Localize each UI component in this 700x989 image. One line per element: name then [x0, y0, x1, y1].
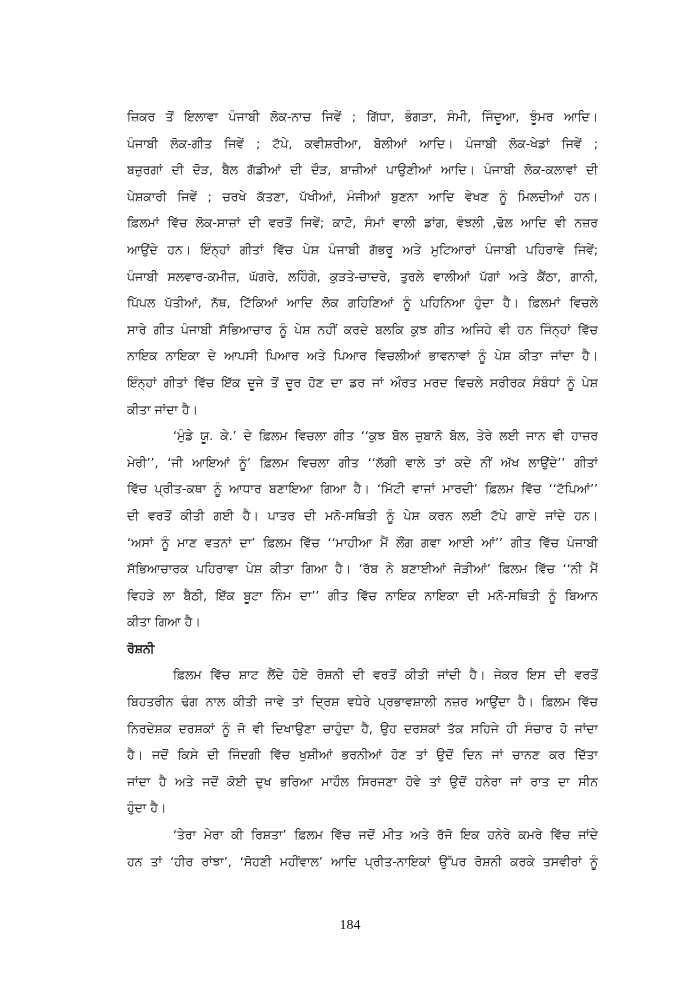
- text-line: ‘ਮੁੰਡੇ ਯੂ. ਕੇ.’ ਦੇ ਫ਼ਿਲਮ ਵਿਚਲਾ ਗੀਤ ‘‘ਕੁਝ ਬੋਲ ਜ਼ੁਬਾਨੋ ਬੋਲ, ਤੇਰੇ ਲਈ ਜਾਨ ਵੀ ਹਾਜ਼ਰ: [173, 428, 598, 444]
- paragraph-folk-culture: [127, 104, 598, 423]
- text-line: ਫ਼ਿਲਮ ਵਿੱਚ ਸ਼ਾਟ ਲੈਂਦੇ ਹੋਏ ਰੋਸ਼ਨੀ ਦੀ ਵਰਤੋਂ ਕੀਤੀ ਜਾਂਦੀ ਹੈ। ਜੇਕਰ ਇਸ ਦੀ ਵਰਤੋਂ: [173, 667, 598, 683]
- page-number: 184: [339, 918, 361, 933]
- text-line: ਨਿਰਦੇਸ਼ਕ ਦਰਸ਼ਕਾਂ ਨੂੰ ਜੋ ਵੀ ਦਿਖਾਉਣਾ ਚਾਹੁੰਦਾ ਹੈ, ਉਹ ਦਰਸ਼ਕਾਂ ਤੱਕ ਸਹਿਜੇ ਹੀ ਸੰਚਾਰ ਹੋ ਜਾਂਦਾ: [127, 720, 598, 736]
- text-line: ਹੁੰਦਾ ਹੈ।: [127, 800, 167, 816]
- text-line: ਕੀਤਾ ਗਿਆ ਹੈ।: [127, 614, 201, 630]
- text-line: ਪਿੱਪਲ ਪੱਤੀਆਂ, ਨੱਥ, ਟਿੱਕਿਆਂ ਆਦਿ ਲੋਕ ਗਹਿਣਿਆਂ ਨੂੰ ਪਹਿਨਿਆ ਹੁੰਦਾ ਹੈ। ਫ਼ਿਲਮਾਂ ਵਿਚਲੇ: [127, 295, 598, 311]
- text-line: ‘ਤੇਰਾ ਮੇਰਾ ਕੀ ਰਿਸ਼ਤਾ’ ਫ਼ਿਲਮ ਵਿੱਚ ਜਦੋਂ ਮੀਤ ਅਤੇ ਰੱਜੋ ਇਕ ਹਨੇਰੇ ਕਮਰੇ ਵਿੱਚ ਜਾਂਦੇ: [173, 827, 598, 843]
- text-line: ਸੱਭਿਆਚਾਰਕ ਪਹਿਰਾਵਾ ਪੇਸ਼ ਕੀਤਾ ਗਿਆ ਹੈ। ‘ਰੱਬ ਨੇ ਬਣਾਈਆਂ ਜੋੜੀਆਂ’ ਫ਼ਿਲਮ ਵਿੱਚ ‘‘ਨੀ ਮੈਂ: [127, 561, 598, 577]
- text-line: ਸਾਰੇ ਗੀਤ ਪੰਜਾਬੀ ਸੱਭਿਆਚਾਰ ਨੂੰ ਪੇਸ਼ ਨਹੀਂ ਕਰਦੇ ਬਲਕਿ ਕੁਝ ਗੀਤ ਅਜਿਹੇ ਵੀ ਹਨ ਜਿੰਨ੍ਹਾਂ ਵਿੱਚ: [127, 321, 598, 337]
- text-line: ਜ਼ਿਕਰ ਤੋਂ ਇਲਾਵਾ ਪੰਜਾਬੀ ਲੋਕ-ਨਾਚ ਜਿਵੇਂ ; ਗਿੱਧਾ, ਭੰਗੜਾ, ਸੰਮੀ, ਜਿੰਦੂਆ, ਝੂੰਮਰ ਆਦਿ।: [127, 109, 598, 124]
- text-line: ਹਨ ਤਾਂ ‘ਹੀਰ ਰਾਂਝਾ’, ‘ਸੋਹਣੀ ਮਹੀਂਵਾਲ’ ਆਦਿ ਪ੍ਰੀਤ-ਨਾਇਕਾਂ ਉੱਪਰ ਰੋਸ਼ਨੀ ਕਰਕੇ ਤਸਵੀਰਾਂ ਨੂੰ: [127, 853, 598, 869]
- text-line: ਮੇਰੀ’’, ‘ਜੀ ਆਇਆਂ ਨੂੰ’ ਫ਼ਿਲਮ ਵਿਚਲਾ ਗੀਤ ‘‘ਲੱਗੀ ਵਾਲੇ ਤਾਂ ਕਦੇ ਨੀਂ ਅੱਖ ਲਾਉਂਦੇ’’ ਗੀਤਾਂ: [127, 454, 598, 470]
- text-line: ਬਜ਼ੁਰਗਾਂ ਦੀ ਦੋੜ, ਬੈਲ ਗੱਡੀਆਂ ਦੀ ਦੌੜ, ਬਾਜ਼ੀਆਂ ਪਾਉਣੀਆਂ ਆਦਿ। ਪੰਜਾਬੀ ਲੋਕ-ਕਲਾਵਾਂ ਦੀ: [127, 162, 598, 178]
- section-heading-lighting: ਰੋਸ਼ਨੀ: [127, 640, 155, 656]
- text-line: ਹੈ। ਜਦੋਂ ਕਿਸੇ ਦੀ ਜਿੰਦਗੀ ਵਿੱਚ ਖੁਸ਼ੀਆਂ ਭਰਨੀਆਂ ਹੋਣ ਤਾਂ ਉਦੋਂ ਦਿਨ ਜਾਂ ਚਾਨਣ ਕਰ ਦਿੱਤਾ: [127, 747, 598, 763]
- text-line: ਫ਼ਿਲਮਾਂ ਵਿੱਚ ਲੋਕ-ਸਾਜ਼ਾਂ ਦੀ ਵਰਤੋਂ ਜਿਵੇਂ; ਕਾਟੋ, ਸੰਮਾਂ ਵਾਲੀ ਡਾਂਗ, ਵੰਝਲੀ ,ਢੋਲ ਆਦਿ ਵੀ ਨਜ਼ਰ: [127, 215, 598, 231]
- text-line: ਪੰਜਾਬੀ ਲੋਕ-ਗੀਤ ਜਿਵੇਂ ; ਟੱਪੇ, ਕਵੀਸ਼ਰੀਆ, ਬੋਲੀਆਂ ਆਦਿ। ਪੰਜਾਬੀ ਲੋਕ-ਖੇਡਾਂ ਜਿਵੇਂ ;: [127, 135, 598, 151]
- text-line: ਇੰਨ੍ਹਾਂ ਗੀਤਾਂ ਵਿੱਚ ਇੱਕ ਦੂਜੇ ਤੋਂ ਦੂਰ ਹੋਣ ਦਾ ਡਰ ਜਾਂ ਔਰਤ ਮਰਦ ਵਿਚਲੇ ਸਰੀਰਕ ਸੰਬੰਧਾਂ ਨੂੰ ਪੇਸ਼: [127, 374, 598, 390]
- text-line: ਬਿਹਤਰੀਨ ਢੰਗ ਨਾਲ ਕੀਤੀ ਜਾਵੇ ਤਾਂ ਦ੍ਰਿਸ਼ ਵਧੇਰੇ ਪ੍ਰਭਾਵਸ਼ਾਲੀ ਨਜ਼ਰ ਆਉਂਦਾ ਹੈ। ਫ਼ਿਲਮ ਵਿੱਚ: [127, 694, 598, 710]
- text-line: ਦੀ ਵਰਤੋਂ ਕੀਤੀ ਗਈ ਹੈ। ਪਾਤਰ ਦੀ ਮਨੋ-ਸਥਿਤੀ ਨੂੰ ਪੇਸ਼ ਕਰਨ ਲਈ ਟੱਪੇ ਗਾਏ ਜਾਂਦੇ ਹਨ।: [127, 507, 598, 523]
- text-line: ਵਿਹੜੇ ਲਾ ਬੈਠੀ, ਇੱਕ ਬੂਟਾ ਨਿੰਮ ਦਾ’’ ਗੀਤ ਵਿੱਚ ਨਾਇਕ ਨਾਇਕਾ ਦੀ ਮਨੋ-ਸਥਿਤੀ ਨੂੰ ਬਿਆਨ: [127, 587, 598, 603]
- text-line: ਕੀਤਾ ਜਾਂਦਾ ਹੈ।: [127, 401, 198, 417]
- text-line: ਨਾਇਕ ਨਾਇਕਾ ਦੇ ਆਪਸੀ ਪਿਆਰ ਅਤੇ ਪਿਆਰ ਵਿਚਲੀਆਂ ਭਾਵਨਾਵਾਂ ਨੂੰ ਪੇਸ਼ ਕੀਤਾ ਜਾਂਦਾ ਹੈ।: [127, 348, 598, 364]
- document-body: [127, 104, 598, 875]
- text-line: ‘ਅਸਾਂ ਨੂੰ ਮਾਣ ਵਤਨਾਂ ਦਾ’ ਫ਼ਿਲਮ ਵਿੱਚ ‘‘ਮਾਹੀਆ ਮੈਂ ਲੌਂਗ ਗਵਾ ਆਈ ਆਂ’’ ਗੀਤ ਵਿੱਚ ਪੰਜਾਬੀ: [127, 534, 598, 550]
- text-line: ਪੇਸ਼ਕਾਰੀ ਜਿਵੇਂ ; ਚਰਖੇ ਕੱਤਣਾ, ਪੱਖੀਆਂ, ਮੰਜੀਆਂ ਬੁਣਨਾ ਆਦਿ ਵੇਖਣ ਨੂੰ ਮਿਲਦੀਆਂ ਹਨ।: [127, 188, 598, 204]
- text-line: ਜਾਂਦਾ ਹੈ ਅਤੇ ਜਦੋਂ ਕੋਈ ਦੁਖ ਭਰਿਆ ਮਾਹੌਲ ਸਿਰਜਣਾ ਹੋਵੇ ਤਾਂ ਉਦੋਂ ਹਨੇਰਾ ਜਾਂ ਰਾਤ ਦਾ ਸੀਨ: [127, 773, 598, 789]
- paragraph-tera-mera-example: [127, 822, 598, 875]
- text-line: ਆਉਂਦੇ ਹਨ। ਇੰਨ੍ਹਾਂ ਗੀਤਾਂ ਵਿੱਚ ਪੇਸ਼ ਪੰਜਾਬੀ ਗੱਭਰੂ ਅਤੇ ਮੁਟਿਆਰਾਂ ਪੰਜਾਬੀ ਪਹਿਰਾਵੇ ਜਿਵੇਂ;: [127, 241, 598, 257]
- text-line: ਵਿੱਚ ਪ੍ਰੀਤ-ਕਥਾ ਨੂੰ ਆਧਾਰ ਬਣਾਇਆ ਗਿਆ ਹੈ। ‘ਮਿੱਟੀ ਵਾਜਾਂ ਮਾਰਦੀ’ ਫ਼ਿਲਮ ਵਿੱਚ ‘‘ਟੱਪਿਆਂ’’: [127, 481, 598, 497]
- paragraph-film-songs: [127, 423, 598, 636]
- text-line: ਪੰਜਾਬੀ ਸਲਵਾਰ-ਕਮੀਜ਼, ਘੱਗਰੇ, ਲਹਿੰਗੇ, ਕੁੜਤੇ-ਚਾਦਰੇ, ਤੁਰਲੇ ਵਾਲੀਆਂ ਪੱਗਾਂ ਅਤੇ ਕੈਂਠਾ, ਗਾਨੀ,: [127, 268, 598, 284]
- paragraph-lighting: [127, 662, 598, 822]
